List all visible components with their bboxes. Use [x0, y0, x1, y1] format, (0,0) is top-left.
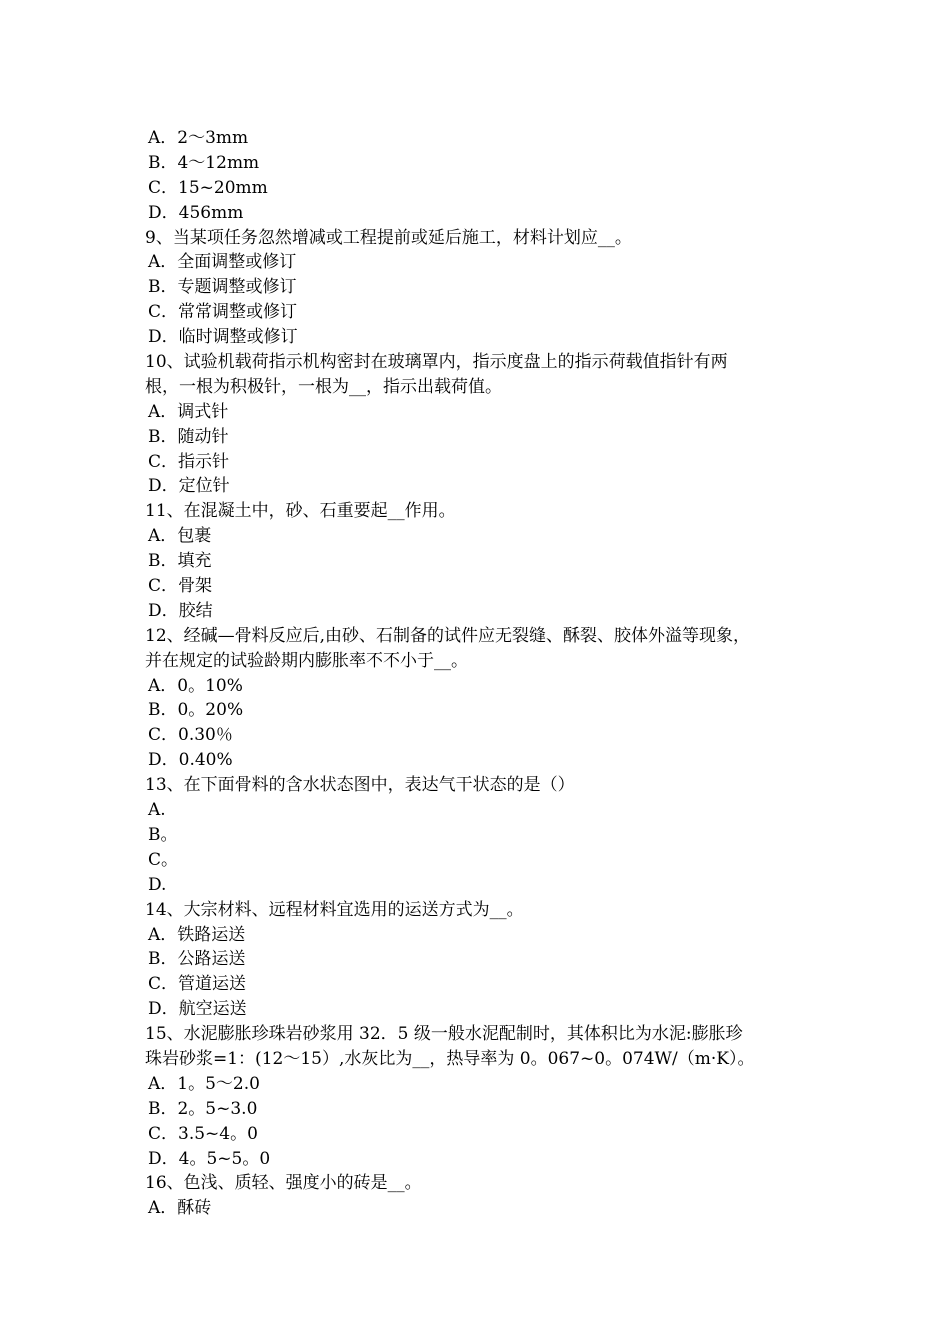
answer-option: C．骨架: [148, 576, 213, 597]
question-text: 并在规定的试验龄期内膨胀率不不小于__。: [145, 650, 468, 671]
answer-option: D．456mm: [148, 202, 244, 223]
answer-option: C．15~20mm: [148, 177, 268, 198]
answer-option: A．调式针: [148, 401, 229, 422]
question-text: 9、当某项任务忽然增减或工程提前或延后施工，材料计划应__。: [145, 227, 632, 248]
answer-option: A．全面调整或修订: [148, 252, 297, 273]
answer-option: A．1。5～2.0: [148, 1073, 260, 1094]
answer-option: A．包裹: [148, 526, 212, 547]
answer-option: B．4～12mm: [148, 152, 260, 173]
question-text: 16、色浅、质轻、强度小的砖是__。: [145, 1173, 422, 1194]
answer-option: B．0。20%: [148, 700, 244, 721]
answer-option: B．专题调整或修订: [148, 277, 297, 298]
answer-option: B．填充: [148, 551, 212, 572]
answer-option: A．铁路运送: [148, 924, 246, 945]
answer-option: A.: [148, 800, 166, 821]
answer-option: D.: [148, 874, 167, 895]
answer-option: C．管道运送: [148, 974, 247, 995]
answer-option: B．2。5~3.0: [148, 1098, 258, 1119]
answer-option: C．常常调整或修订: [148, 302, 298, 323]
answer-option: D．胶结: [148, 600, 213, 621]
answer-option: D．临时调整或修订: [148, 327, 298, 348]
answer-option: C。: [148, 849, 179, 870]
question-text: 10、试验机载荷指示机构密封在玻璃罩内，指示度盘上的指示荷载值指针有两: [145, 352, 728, 373]
question-text: 11、在混凝土中，砂、石重要起__作用。: [145, 501, 456, 522]
answer-option: B．随动针: [148, 426, 229, 447]
answer-option: D．航空运送: [148, 999, 247, 1020]
answer-option: D．定位针: [148, 476, 230, 497]
answer-option: D．4。5~5。0: [148, 1148, 271, 1169]
question-text: 12、经碱—骨料反应后,由砂、石制备的试件应无裂缝、酥裂、胶体外溢等现象，: [145, 625, 751, 646]
answer-option: B．公路运送: [148, 949, 246, 970]
answer-option: C．3.5~4。0: [148, 1123, 258, 1144]
question-text: 15、水泥膨胀珍珠岩砂浆用 32．5 级一般水泥配制时，其体积比为水泥:膨胀珍: [145, 1024, 743, 1045]
document-body: [145, 126, 835, 1221]
answer-option: A．0。10%: [148, 675, 243, 696]
question-text: 珠岩砂浆=1：(12～15）,水灰比为__，热导率为 0。067~0。074W/（m·K）。: [145, 1048, 755, 1069]
answer-option: C．指示针: [148, 451, 230, 472]
answer-option: A．2～3mm: [148, 128, 249, 148]
answer-option: D．0.40%: [148, 750, 233, 771]
answer-option: C．0.30％: [148, 725, 233, 746]
question-text: 根，一根为积极针，一根为__，指示出载荷值。: [145, 376, 502, 397]
answer-option: B。: [148, 824, 178, 845]
question-text: 14、大宗材料、远程材料宜选用的运送方式为__。: [145, 899, 524, 920]
answer-option: A．酥砖: [148, 1198, 212, 1219]
question-text: 13、在下面骨料的含水状态图中，表达气干状态的是（）: [145, 775, 575, 796]
